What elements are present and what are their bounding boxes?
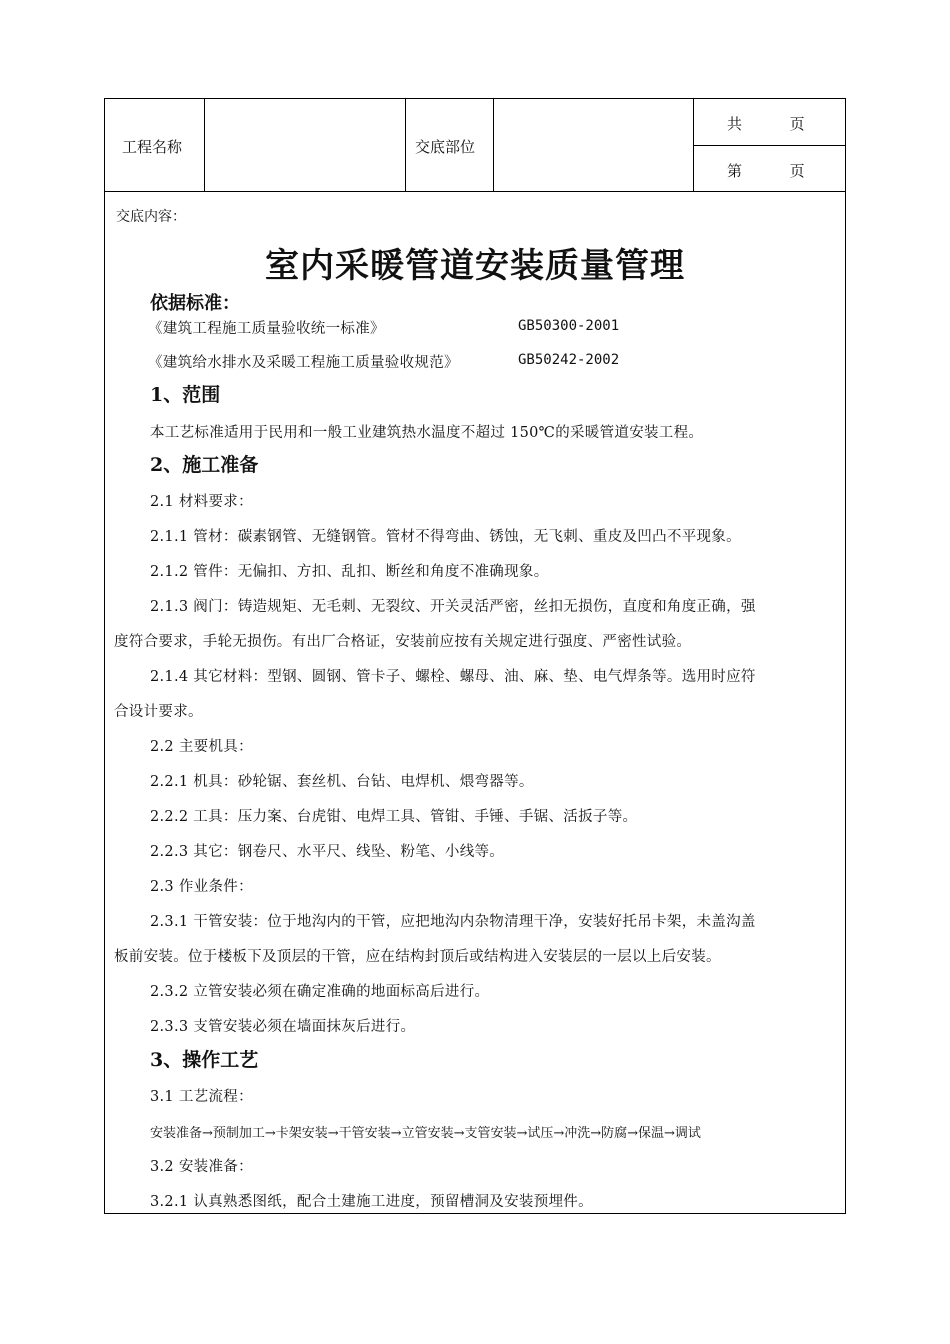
paragraph: 2.1.4 其它材料：型钢、圆钢、管卡子、螺栓、螺母、油、麻、垫、电气焊条等。选用时应符 [150,669,756,685]
paragraph: 2.3.1 干管安装：位于地沟内的干管，应把地沟内杂物清理干净，安装好托吊卡架，未盖沟盖 [150,914,756,930]
paragraph: 2.2 主要机具： [150,739,253,755]
paragraph: 2.1 材料要求： [150,494,253,510]
standard-code: GB50242-2002 [518,352,620,368]
paragraph: 2.1.1 管材：碳素钢管、无缝钢管。管材不得弯曲、锈蚀，无飞刺、重皮及凹凸不平现象。 [150,529,741,545]
divider [693,145,845,146]
content-label: 交底内容： [116,209,186,225]
paragraph: 3.2.1 认真熟悉图纸，配合土建施工进度，预留槽洞及安装预埋件。 [150,1194,593,1210]
paragraph: 2.1.3 阀门：铸造规矩、无毛刺、无裂纹、开关灵活严密，丝扣无损伤，直度和角度正确，强 [150,599,756,615]
paragraph: 2.2.3 其它：钢卷尺、水平尺、线坠、粉笔、小线等。 [150,844,505,860]
section-2-heading: 2、施工准备 [150,454,259,476]
standard-name: 《建筑工程施工质量验收统一标准》 [148,321,385,337]
paragraph: 合设计要求。 [114,704,203,720]
form-header [105,99,845,192]
location-label: 交底部位 [415,138,476,156]
project-name-label: 工程名称 [122,138,183,156]
process-flow: 安装准备→预制加工→卡架安装→干管安装→立管安装→支管安装→试压→冲洗→防腐→保温→调试 [150,1126,701,1141]
disclosure-form [104,98,846,1214]
paragraph: 3.2 安装准备： [150,1159,253,1175]
paragraph: 2.1.2 管件：无偏扣、方扣、乱扣、断丝和角度不准确现象。 [150,564,549,580]
paragraph: 3.1 工艺流程： [150,1089,253,1105]
section-3-heading: 3、操作工艺 [150,1049,259,1071]
paragraph: 2.2.1 机具：砂轮锯、套丝机、台钻、电焊机、煨弯器等。 [150,774,534,790]
paragraph: 2.3.2 立管安装必须在确定准确的地面标高后进行。 [150,984,490,1000]
basis-heading: 依据标准： [150,293,240,314]
paragraph: 2.3 作业条件： [150,879,253,895]
paragraph: 度符合要求，手轮无损伤。有出厂合格证，安装前应按有关规定进行强度、严密性试验。 [114,634,692,650]
document-title: 室内采暖管道安装质量管理 [265,246,685,286]
total-pages: 共 页 [727,115,805,133]
section-1-heading: 1、范围 [150,384,221,406]
paragraph: 本工艺标准适用于民用和一般工业建筑热水温度不超过 150℃的采暖管道安装工程。 [150,425,704,441]
paragraph: 2.3.3 支管安装必须在墙面抹灰后进行。 [150,1019,416,1035]
page-number: 第 页 [727,162,805,180]
divider [493,99,494,191]
standard-name: 《建筑给水排水及采暖工程施工质量验收规范》 [148,355,459,371]
divider [204,99,205,191]
paragraph: 2.2.2 工具：压力案、台虎钳、电焊工具、管钳、手锤、手锯、活扳子等。 [150,809,638,825]
paragraph: 板前安装。位于楼板下及顶层的干管，应在结构封顶后或结构进入安装层的一层以上后安装。 [114,949,721,965]
divider [405,99,406,191]
standard-code: GB50300-2001 [518,318,620,334]
